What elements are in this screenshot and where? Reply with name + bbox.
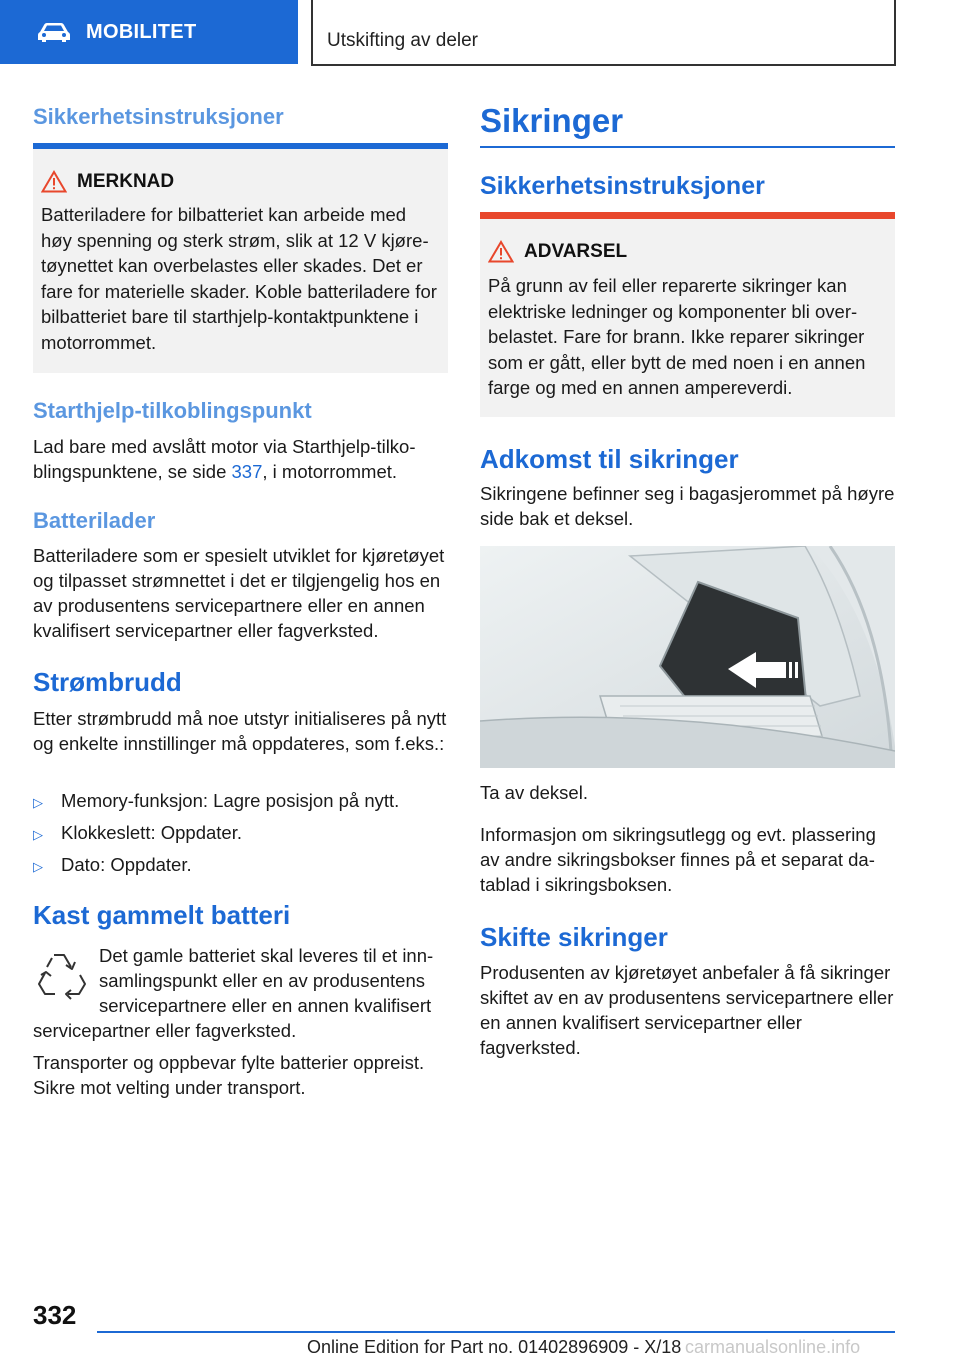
chapter-header: [311, 0, 896, 66]
list-item: ▷ Dato: Oppdater.: [33, 852, 448, 884]
change-heading: Skifte sikringer: [480, 922, 668, 952]
recycle-icon: [33, 947, 91, 1005]
jumpstart-text: Lad bare med avslått motor via Starthjelp-tilkoblingspunktene, se side 337, i motorrommet.: [33, 436, 416, 482]
charger-heading: Batterilader: [33, 508, 156, 533]
charger-text: Batteriladere som er spesielt utviklet for kjøretøyet og tilpasset strømnettet i det er tilgjengelig hos en av produsentens servicepartnere eller en annen kvalifisert servicepartner eller fagverksted.: [33, 545, 445, 641]
notice-box: [33, 149, 448, 373]
list-item: ▷ Klokkeslett: Oppdater.: [33, 820, 448, 852]
edition-text: Online Edition for Part no. 01402896909 - X/18: [307, 1337, 682, 1357]
warning-box: [480, 219, 895, 417]
header-section-tab: [0, 0, 298, 64]
access-text: Sikringene befinner seg i bagasjerommet på høyre side bak et deksel.: [480, 483, 895, 529]
section-title: MOBILITET: [86, 20, 197, 43]
access-heading: Adkomst til sikringer: [480, 444, 739, 474]
safety-heading-right: Sikkerhetsinstruksjoner: [480, 172, 765, 200]
notice-text: Batteriladere for bilbatteriet kan arbeide med høy spenning og sterk strøm, slik at 12 V kjøretøynettet kan overbelastes eller skades. Det er fare for materielle skader. Koble batteriladere for bilbatteriet bare til starthjelp-kontaktpunktene i motorrommet.: [41, 204, 437, 353]
title-rule: [480, 146, 895, 148]
page-number: 332: [33, 1300, 77, 1330]
warning-text: På grunn av feil eller reparerte sikringer kan elektriske ledninger og komponenter bli overbelastet. Fare for brann. Ikke reparer sikringer som er gått, eller bytt de med noen i en annen farge og med en annen ampereverdi.: [488, 275, 866, 398]
watermark: carmanualsonline.info: [685, 1337, 861, 1357]
bullet-triangle-icon: ▷: [33, 795, 43, 810]
footer-rule: [97, 1331, 895, 1333]
warning-triangle-icon: [488, 240, 514, 263]
warning-triangle-icon: [41, 170, 67, 193]
page-main-title: Sikringer: [480, 102, 624, 139]
outage-heading: Strømbrudd: [33, 667, 182, 697]
dispose-heading: Kast gammelt batteri: [33, 900, 291, 930]
fuse-cover-illustration: [480, 546, 895, 768]
bullet-triangle-icon: ▷: [33, 827, 43, 842]
warning-bar: [480, 212, 895, 219]
dispose-text: Det gamle batteriet skal leveres til et innsamlingspunkt eller en av produsentens servicepartnere eller en annen kvalifisert servicepartner eller fagverksted.: [33, 945, 434, 1041]
warning-label: ADVARSEL: [524, 240, 628, 262]
transport-text: Transporter og oppbevar fylte batterier oppreist. Sikre mot velting under transport.: [33, 1052, 425, 1098]
page-link[interactable]: 337: [231, 461, 263, 482]
jumpstart-heading: Starthjelp-tilkoblingspunkt: [33, 398, 312, 423]
notice-label: MERKNAD: [77, 170, 175, 192]
remove-cover-text: Ta av deksel.: [480, 782, 588, 803]
car-icon: [36, 20, 72, 44]
change-text: Produsenten av kjøretøyet anbefaler å få sikringer skiftet av en av produsentens servicepartnere eller en annen kvalifisert servicepartner eller fagverksted.: [480, 962, 894, 1058]
safety-heading-left: Sikkerhetsinstruksjoner: [33, 104, 284, 129]
outage-text: Etter strømbrudd må noe utstyr initialiseres på nytt og enkelte innstillinger må oppdateres, som f.eks.:: [33, 708, 447, 754]
list-item: ▷ Memory-funksjon: Lagre posisjon på nytt.: [33, 788, 448, 820]
info-text: Informasjon om sikringsutlegg og evt. plassering av andre sikringsbokser finnes på et separat datablad i sikringsboksen.: [480, 824, 876, 895]
bullet-list: [33, 788, 448, 884]
bullet-triangle-icon: ▷: [33, 859, 43, 874]
chapter-title: Utskifting av deler: [327, 30, 479, 51]
